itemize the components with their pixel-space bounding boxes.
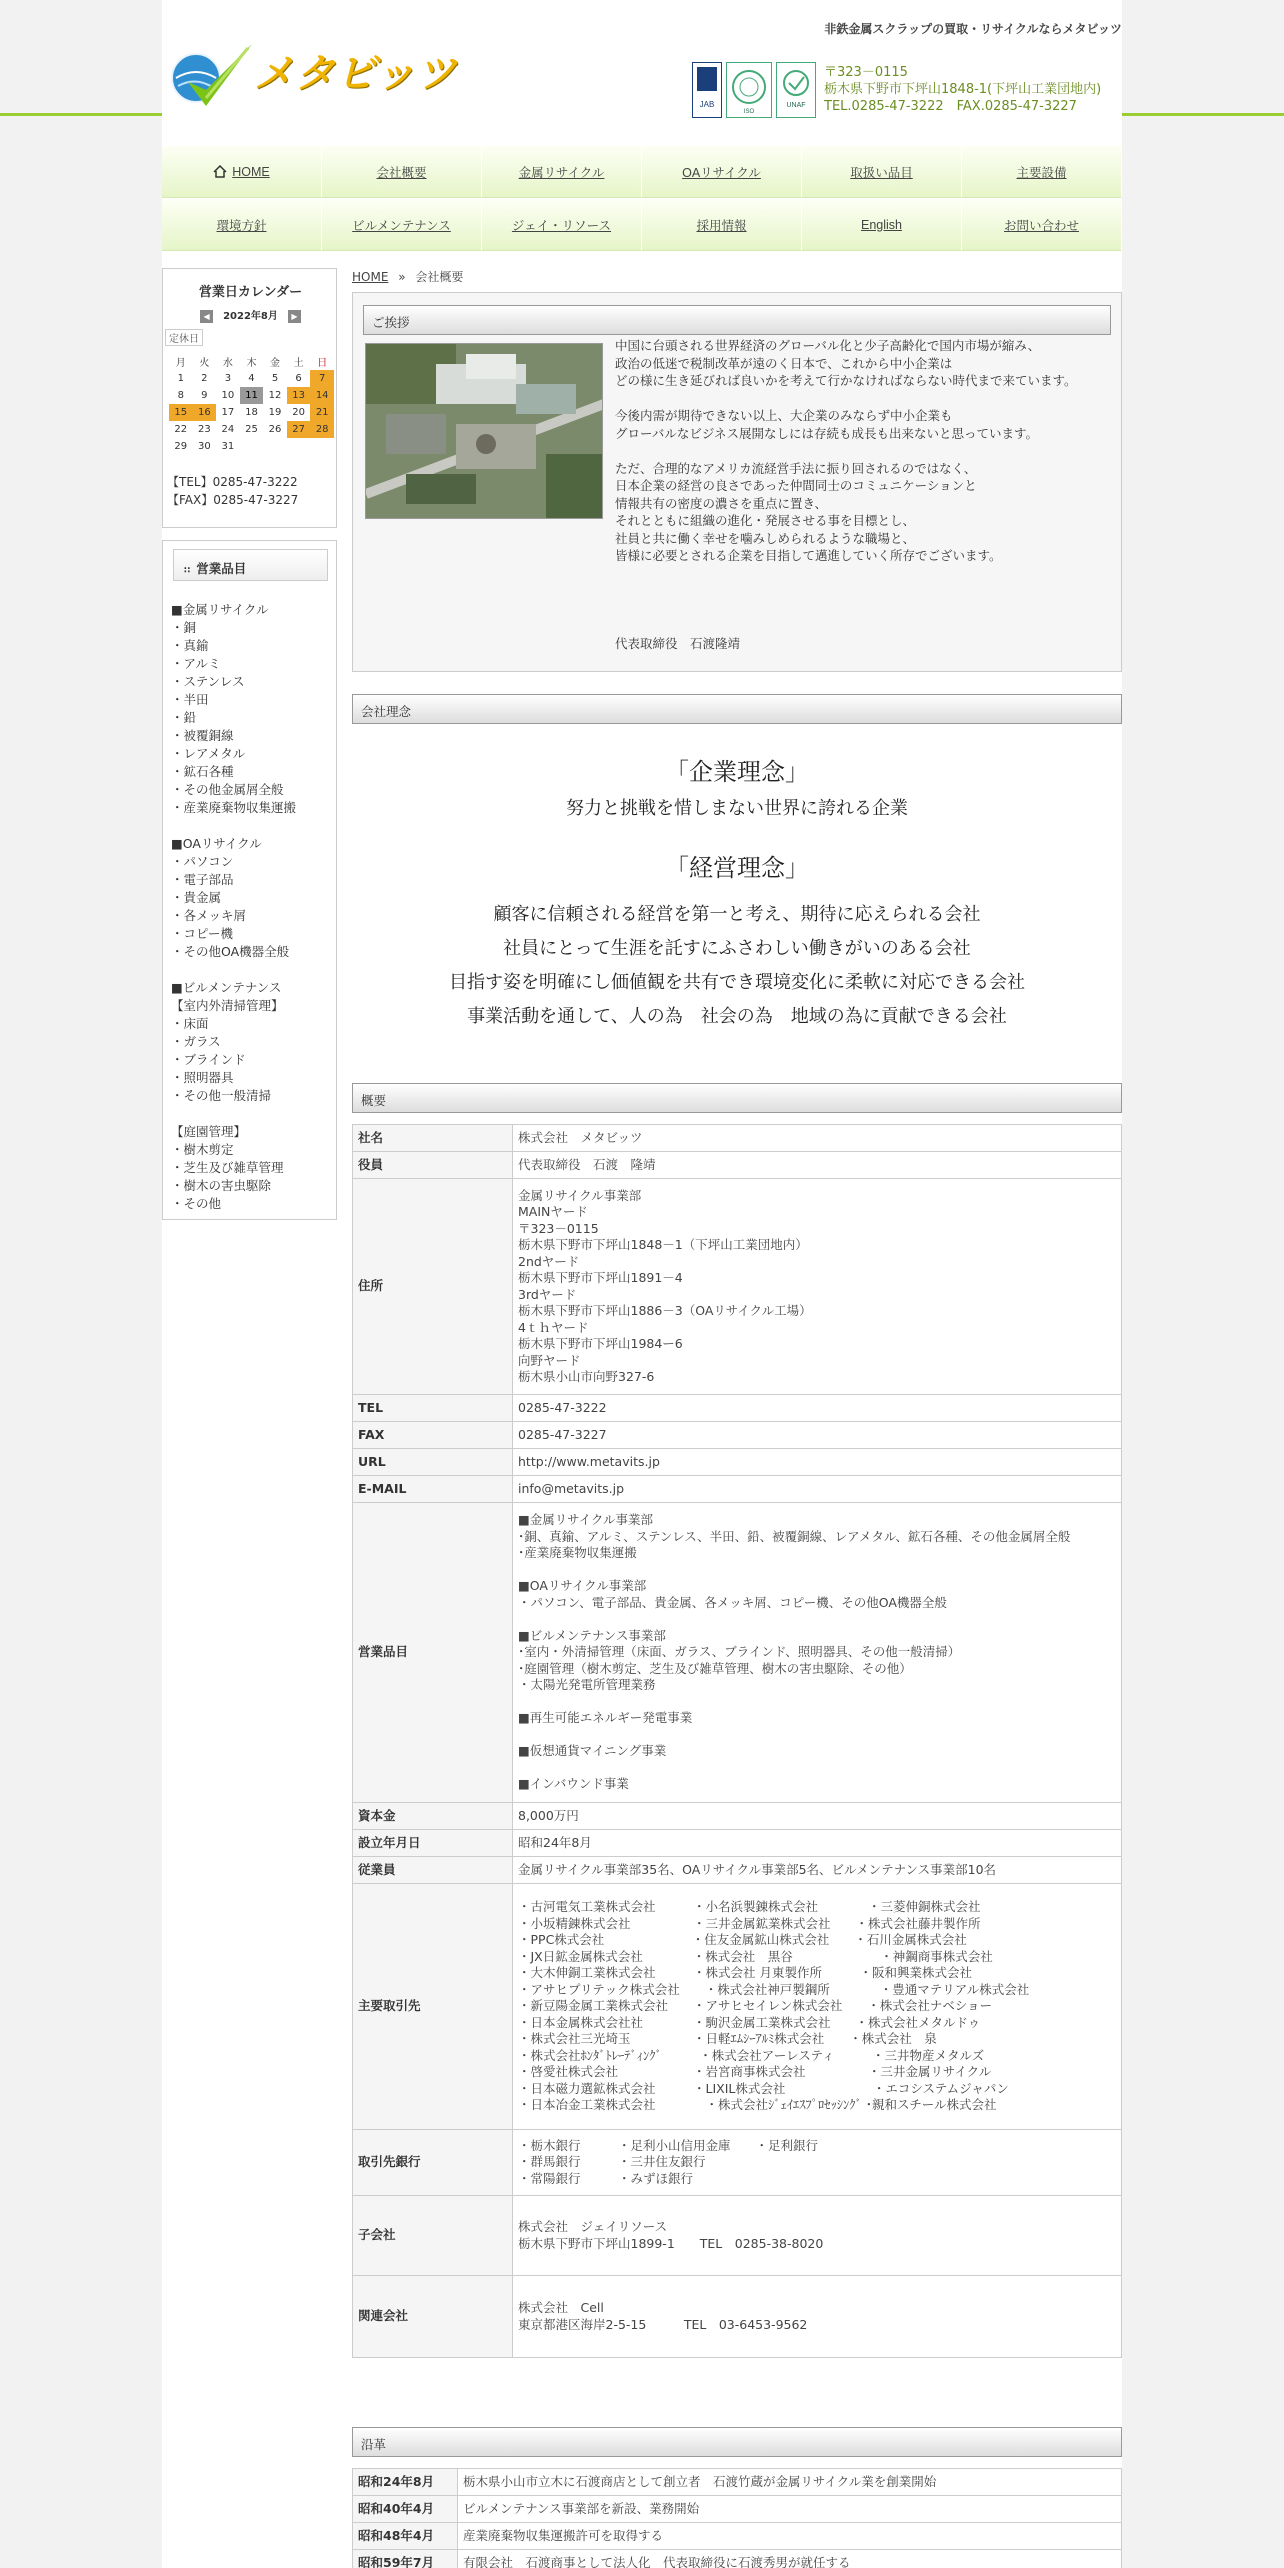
sidebar-fax: 【FAX】0285-47-3227 xyxy=(167,493,299,507)
overview-table xyxy=(352,1124,1122,2358)
table-row xyxy=(353,1476,1122,1503)
logo-wordmark: メタビッツ xyxy=(254,51,458,97)
table-row-value: 金属リサイクル事業部 MAINヤード 〒323－0115 栃木県下野市下坪山1848－1（下坪山工業団地内） 2ndヤード 栃木県下野市下坪山1891－4 3rdヤード 栃木県下野市下坪山1886－3（OAリサイクル工場） 4ｔｈヤード 栃木県下野市下坪山1984ー6 向野ヤード 栃木県小山市向野327-6 xyxy=(513,1179,1122,1395)
calendar-nav xyxy=(163,307,338,323)
calendar-day xyxy=(240,438,264,455)
management-philosophy-title: 「経営理念」 xyxy=(665,854,809,882)
greeting-section xyxy=(352,292,1122,672)
table-row-label: TEL xyxy=(353,1395,513,1422)
calendar-day: 15 xyxy=(169,404,193,421)
calendar-day xyxy=(287,438,311,455)
facility-aerial-photo xyxy=(365,343,603,519)
products-sidebar xyxy=(162,540,337,1220)
nav-metal-recycle[interactable]: 金属リサイクル xyxy=(482,146,642,198)
nav-english[interactable]: English xyxy=(802,199,962,251)
table-row-label: 昭和59年7月 xyxy=(353,2550,458,2568)
table-row-value: 代表取締役 石渡 隆靖 xyxy=(513,1152,1122,1179)
table-row xyxy=(353,1422,1122,1449)
business-calendar xyxy=(162,268,337,528)
nav-building-maintenance[interactable]: ビルメンテナンス xyxy=(322,199,482,251)
greeting-heading: ご挨拶 xyxy=(363,305,1111,335)
table-row-value: 8,000万円 xyxy=(513,1803,1122,1830)
table-row xyxy=(353,2276,1122,2358)
philosophy-heading: 会社理念 xyxy=(352,694,1122,724)
table-row xyxy=(353,1152,1122,1179)
calendar-day: 19 xyxy=(268,407,282,418)
nav-equipment[interactable]: 主要設備 xyxy=(962,146,1122,198)
table-row-label: 社名 xyxy=(353,1125,513,1152)
calendar-day: 16 xyxy=(193,404,217,421)
calendar-day: 13 xyxy=(287,387,311,404)
calendar-day xyxy=(263,438,287,455)
table-row-value: 昭和24年8月 xyxy=(513,1830,1122,1857)
logo-emblem-icon xyxy=(166,38,256,110)
table-row-label: FAX xyxy=(353,1422,513,1449)
table-row-value: 0285-47-3227 xyxy=(513,1422,1122,1449)
table-row xyxy=(353,1830,1122,1857)
nav-contact[interactable]: お問い合わせ xyxy=(962,199,1122,251)
calendar-weekday: 金 xyxy=(270,358,281,369)
header-postal: 〒323－0115 xyxy=(824,65,908,80)
management-philosophy-line-4: 事業活動を通して、人の為 社会の為 地域の為に貢献できる会社 xyxy=(467,1006,1007,1027)
svg-text:JAB: JAB xyxy=(699,100,715,109)
calendar-day: 12 xyxy=(268,390,282,401)
table-row-label: 住所 xyxy=(353,1179,513,1395)
corporate-philosophy-title: 「企業理念」 xyxy=(665,758,809,786)
table-row xyxy=(353,2196,1122,2276)
table-row-value: ビルメンテナンス事業部を新設、業務開始 xyxy=(458,2496,1122,2523)
header-tagline: 非鉄金属スクラップの買取・リサイクルならメタビッツ xyxy=(824,22,1122,36)
calendar-day: 3 xyxy=(224,373,232,384)
management-philosophy-line-3: 目指す姿を明確にし価値観を共有でき環境変化に柔軟に対応できる会社 xyxy=(449,972,1025,993)
products-heading xyxy=(173,549,328,581)
table-row-value: ・古河電気工業株式会社 ・小名浜製錬株式会社 ・三菱伸銅株式会社 ・小坂精錬株式会社 ・三井金属鉱業株式会社 ・株式会社藤井製作所 ・PPC株式会社 ・住友金属鉱山株式会社 ・石川金属株式会社 ・JX日鉱金属株式会社 ・株式会社 黒谷 ・神鋼商事株式会社 ・大木伸銅工業株式会社 ・株式会社 月東製作所 ・阪和興業株式会社 ・アサヒプリテック株式会社 ・株式会社神戸製鋼所 ・豊通マテリアル株式会社 ・新豆陽金属工業株式会社 ・アサヒセイレン株式会社 ・株式会社ナベショー ・日本金属株式会社社 ・駒沢金属工業株式会社 ・株式会社メタルドゥ ・株式会社三光埼玉 ・日軽ｴﾑｼｰｱﾙﾐ株式会社 ・株式会社 泉 ・株式会社ﾎﾝﾀﾞﾄﾚｰﾃﾞｨﾝｸﾞ ・株式会社アーレスティ ・三井物産メタルズ ・啓愛社株式会社 ・岩宮商事株式会社 ・三井金属リサイクル ・日本磁力選鉱株式会社 ・LIXIL株式会社 ・エコシステムジャパン ・日本冶金工業株式会社 ・株式会社ｼﾞｪｲｴｽﾌﾟﾛｾｯｼﾝｸﾞ ･親和スチール株式会社 xyxy=(513,1884,1122,2130)
page-container xyxy=(162,0,1122,2568)
calendar-day: 14 xyxy=(310,387,334,404)
management-philosophy-line-2: 社員にとって生涯を託すにふさわしい働きがいのある会社 xyxy=(503,938,971,959)
nav-home-label: HOME xyxy=(232,164,270,179)
table-row xyxy=(353,2496,1122,2523)
corporate-philosophy-text: 努力と挑戦を惜しまない世界に誇れる企業 xyxy=(566,798,908,819)
table-row-value: http://www.metavits.jp xyxy=(513,1449,1122,1476)
calendar-day: 24 xyxy=(221,424,235,435)
table-row-label: 営業品目 xyxy=(353,1503,513,1803)
jab-cert-icon xyxy=(692,62,722,118)
nav-items[interactable]: 取扱い品目 xyxy=(802,146,962,198)
table-row xyxy=(353,1449,1122,1476)
table-row-label: 従業員 xyxy=(353,1857,513,1884)
table-row-label: 取引先銀行 xyxy=(353,2130,513,2196)
products-heading-label: 営業品目 xyxy=(196,561,247,576)
svg-text:UNAF: UNAF xyxy=(786,102,806,109)
calendar-day: 18 xyxy=(245,407,258,418)
calendar-day: 25 xyxy=(245,424,258,435)
nav-recruit[interactable]: 採用情報 xyxy=(642,199,802,251)
table-row xyxy=(353,1884,1122,2130)
calendar-day xyxy=(310,438,334,455)
table-row xyxy=(353,2469,1122,2496)
nav-oa-recycle[interactable]: OAリサイクル xyxy=(642,146,802,198)
svg-text:ISO: ISO xyxy=(743,109,755,115)
calendar-weekday: 日 xyxy=(317,358,328,369)
calendar-title: 営業日カレンダー xyxy=(198,285,303,300)
table-row-value: 株式会社 ジェイリソース 栃木県下野市下坪山1899-1 TEL 0285-38-8020 xyxy=(513,2196,1122,2276)
calendar-day: 27 xyxy=(287,421,311,438)
table-row-value: info@metavits.jp xyxy=(513,1476,1122,1503)
table-row-label: 子会社 xyxy=(353,2196,513,2276)
table-row-label: 役員 xyxy=(353,1152,513,1179)
nav-environment[interactable]: 環境方針 xyxy=(162,199,322,251)
table-row xyxy=(353,1503,1122,1803)
calendar-weekday: 月 xyxy=(175,358,186,369)
calendar-grid xyxy=(169,353,334,455)
calendar-day: 22 xyxy=(174,424,188,435)
table-row-label: 昭和24年8月 xyxy=(353,2469,458,2496)
calendar-day: 9 xyxy=(201,390,208,401)
table-row-label: 資本金 xyxy=(353,1803,513,1830)
calendar-legend-holiday: 定休日 xyxy=(165,329,203,346)
prev-month-icon[interactable]: ◀ xyxy=(200,310,213,323)
grid-bullet-icon: ∷ xyxy=(184,566,191,576)
calendar-day: 4 xyxy=(248,373,255,384)
calendar-weekday: 水 xyxy=(222,358,233,369)
greeting-message: 中国に台頭される世界経済のグローバル化と少子高齢化で国内市場が縮み、 政治の低迷で税制改革が遠のく日本で、これから中小企業は どの様に生き延びれば良いかを考えて行かなければならない時代まで来ています。 今後内需が期待できない以上、大企業のみならず中小企業も グローバルなビジネス展開なしには存続も成長も出来ないと思っています。 ただ、合理的なアメリカ流経営手法に振り回されるのではなく、 日本企業の経営の良さであった仲間同士のコミュニケーションと 情報共有の密度の濃さを重点に置き、 それとともに組織の進化・発展させる事を目標とし、 社員と共に働く幸せを噛みしめられるような職場と、 皆様に必要とされる企業を目指して邁進していく所存でございます。 代表取締役 石渡隆靖 xyxy=(615,338,1077,651)
main-navigation xyxy=(162,146,1122,252)
unaf-cert-icon xyxy=(776,62,816,118)
calendar-day: 28 xyxy=(310,421,334,438)
table-row xyxy=(353,1125,1122,1152)
table-row xyxy=(353,2130,1122,2196)
calendar-weekday: 火 xyxy=(199,358,210,369)
header-address xyxy=(824,64,1101,115)
calendar-day: 29 xyxy=(174,441,188,452)
calendar-day: 23 xyxy=(197,424,211,435)
sidebar-tel: 【TEL】0285-47-3222 xyxy=(167,475,298,489)
table-row-label: 昭和48年4月 xyxy=(353,2523,458,2550)
calendar-day: 21 xyxy=(310,404,334,421)
calendar-day: 31 xyxy=(221,441,235,452)
history-table xyxy=(352,2468,1122,2568)
calendar-day: 26 xyxy=(268,424,282,435)
iso-cert-icon xyxy=(726,62,772,118)
calendar-day: 1 xyxy=(177,373,184,384)
nav-j-resource[interactable]: ジェイ・リソース xyxy=(482,199,642,251)
nav-company[interactable]: 会社概要 xyxy=(322,146,482,198)
table-row-value: 金属リサイクル事業部35名、OAリサイクル事業部5名、ビルメンテナンス事業部10名 xyxy=(513,1857,1122,1884)
table-row-label: URL xyxy=(353,1449,513,1476)
calendar-day: 10 xyxy=(221,390,235,401)
calendar-day: 6 xyxy=(295,373,302,384)
overview-heading: 概要 xyxy=(352,1083,1122,1113)
nav-home[interactable] xyxy=(162,146,322,198)
table-row xyxy=(353,1803,1122,1830)
calendar-day: 17 xyxy=(221,407,235,418)
header-phone: TEL.0285-47-3222 FAX.0285-47-3227 xyxy=(824,99,1077,114)
products-list: ■金属リサイクル ・銅 ・真鍮 ・アルミ ・ステンレス ・半田 ・鉛 ・被覆銅線 ・レアメタル ・鉱石各種 ・その他金属屑全般 ・産業廃棄物収集運搬 ■OAリサイクル ・パソコン ・電子部品 ・貴金属 ・各メッキ屑 ・コピー機 ・その他OA機器全般 ■ビルメンテナンス 【室内外清掃管理】 ・床面 ・ガラス ・ブラインド ・照明器具 ・その他一般清掃 【庭園管理】 ・樹木剪定 ・芝生及び雑草管理 ・樹木の害虫駆除 ・その他 xyxy=(171,602,297,1211)
table-row-label: 設立年月日 xyxy=(353,1830,513,1857)
table-row-value: 0285-47-3222 xyxy=(513,1395,1122,1422)
home-icon xyxy=(213,165,227,178)
calendar-day: 8 xyxy=(177,390,184,401)
calendar-day: 5 xyxy=(271,373,279,384)
breadcrumb xyxy=(352,268,463,285)
breadcrumb-current: 会社概要 xyxy=(415,270,464,284)
sidebar-contact xyxy=(167,473,298,509)
history-heading: 沿革 xyxy=(352,2427,1122,2457)
calendar-day: 30 xyxy=(197,441,211,452)
calendar-day: 7 xyxy=(310,370,334,387)
breadcrumb-separator: » xyxy=(398,270,406,284)
calendar-month: 2022年8月 xyxy=(223,311,278,322)
table-row xyxy=(353,1179,1122,1395)
calendar-day: 11 xyxy=(240,387,264,404)
calendar-day: 2 xyxy=(201,373,208,384)
table-row-value: 株式会社 Cell 東京都港区海岸2-5-15 TEL 03-6453-9562 xyxy=(513,2276,1122,2358)
header-street: 栃木県下野市下坪山1848-1(下坪山工業団地内) xyxy=(824,82,1102,97)
table-row-label: 昭和40年4月 xyxy=(353,2496,458,2523)
table-row xyxy=(353,1857,1122,1884)
table-row-value: 株式会社 メタビッツ xyxy=(513,1125,1122,1152)
table-row-value: 有限会社 石渡商事として法人化 代表取締役に石渡秀男が就任する xyxy=(458,2550,1122,2568)
table-row-value: ■金属リサイクル事業部 ･銅、真鍮、アルミ、ステンレス、半田、鉛、被覆銅線、レアメタル、鉱石各種、その他金属屑全般 ･産業廃棄物収集運搬 ■OAリサイクル事業部 ・パソコン、電子部品、貴金属、各メッキ屑、コピー機、その他OA機器全般 ■ビルメンテナンス事業部 ･室内・外清掃管理（床面、ガラス、ブラインド、照明器具、その他一般清掃） ･庭園管理（樹木剪定、芝生及び雑草管理、樹木の害虫駆除、その他） ・太陽光発電所管理業務 ■再生可能エネルギー発電事業 ■仮想通貨マイニング事業 ■インバウンド事業 xyxy=(513,1503,1122,1803)
next-month-icon[interactable]: ▶ xyxy=(288,310,301,323)
calendar-weekday: 木 xyxy=(246,358,257,369)
table-row-value: 産業廃棄物収集運搬許可を取得する xyxy=(458,2523,1122,2550)
calendar-weekday: 土 xyxy=(293,358,304,369)
management-philosophy-line-1: 顧客に信頼される経営を第一と考え、期待に応えられる会社 xyxy=(493,904,981,925)
table-row xyxy=(353,2550,1122,2568)
table-row-value: 栃木県小山市立木に石渡商店として創立者 石渡竹蔵が金属リサイクル業を創業開始 xyxy=(458,2469,1122,2496)
breadcrumb-home[interactable]: HOME xyxy=(352,270,389,284)
table-row-label: 関連会社 xyxy=(353,2276,513,2358)
table-row-value: ・栃木銀行 ・足利小山信用金庫 ・足利銀行 ・群馬銀行 ・三井住友銀行 ・常陽銀行 ・みずほ銀行 xyxy=(513,2130,1122,2196)
table-row xyxy=(353,1395,1122,1422)
certification-marks xyxy=(692,62,824,118)
calendar-day: 20 xyxy=(292,407,305,418)
table-row xyxy=(353,2523,1122,2550)
table-row-label: E-MAIL xyxy=(353,1476,513,1503)
table-row-label: 主要取引先 xyxy=(353,1884,513,2130)
